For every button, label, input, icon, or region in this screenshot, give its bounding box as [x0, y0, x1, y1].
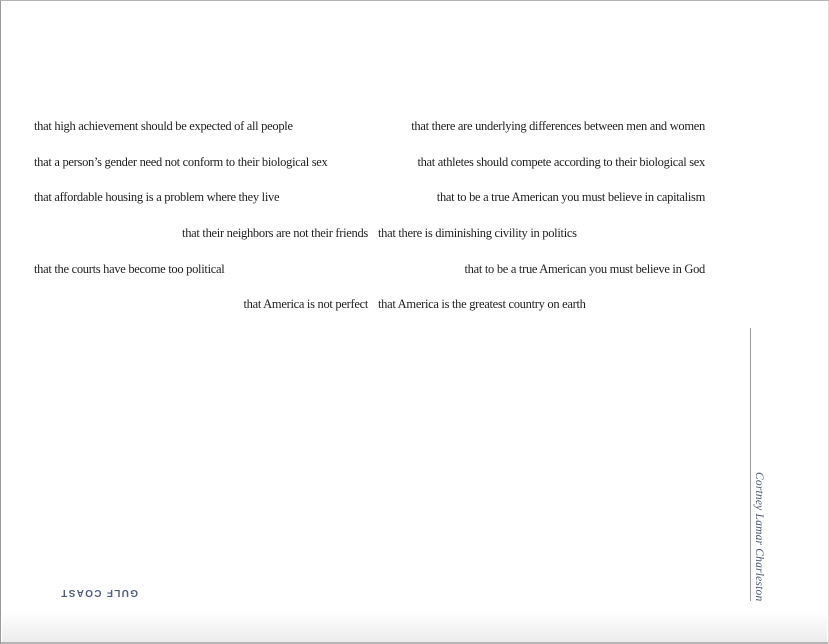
author-byline: [753, 469, 765, 601]
poem-line: that there is diminishing civility in politics: [378, 226, 577, 240]
poem-line: that affordable housing is a problem where they live: [34, 190, 280, 204]
poem-row: [34, 117, 705, 135]
journal-logo: GULF COAST: [60, 587, 138, 598]
vertical-rule: [750, 328, 751, 601]
author-name: Cortney Lamar Charleston: [753, 471, 765, 601]
poem-line: that there are underlying differences between men and women: [411, 119, 705, 133]
poem-row: [34, 295, 705, 313]
poem-row: [34, 188, 705, 206]
poem-line: that high achievement should be expected of all people: [34, 119, 293, 133]
poem-line: that the courts have become too political: [34, 262, 225, 276]
poem-line: that athletes should compete according to their biological sex: [417, 155, 705, 169]
poem-line: that America is the greatest country on earth: [378, 297, 586, 311]
poem-line: that to be a true American you must believe in God: [464, 262, 705, 276]
poem-line: that a person’s gender need not conform to their biological sex: [34, 155, 328, 169]
poem-line: that to be a true American you must believe in capitalism: [436, 190, 705, 204]
poem-line: that their neighbors are not their friends: [182, 226, 368, 240]
poem-row: [34, 224, 705, 242]
poem-row: [34, 153, 705, 171]
poem-row: [34, 260, 705, 278]
page-bottom-shadow: [2, 612, 827, 642]
poem-line: that America is not perfect: [243, 297, 368, 311]
